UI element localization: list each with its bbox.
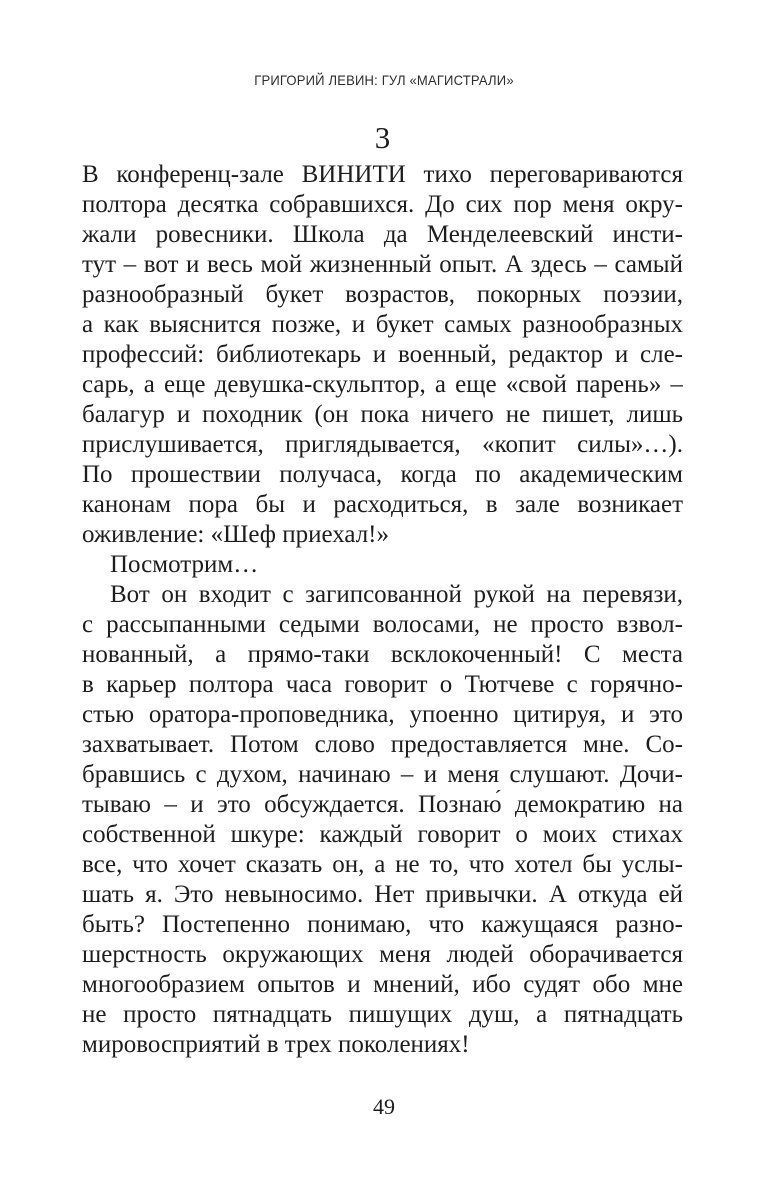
text-line: полтора десятка собравшихся. До сих пор меня окру- bbox=[82, 191, 683, 218]
body-text bbox=[82, 160, 683, 1060]
text-line: в карьер полтора часа говорит о Тютчеве с горячно- bbox=[82, 671, 683, 698]
text-line: не просто пятнадцать пишущих душ, а пятнадцать bbox=[82, 1001, 683, 1028]
text-line: сарь, а еще девушка-скульптор, а еще «свой парень» – bbox=[82, 371, 683, 398]
text-line: разнообразный букет возрастов, покорных поэзии, bbox=[82, 281, 683, 308]
text-line: Вот он входит с загипсованной рукой на перевязи, bbox=[110, 581, 683, 608]
text-line: канонам пора бы и расходиться, в зале возникает bbox=[82, 491, 683, 518]
text-line: оживление: «Шеф приехал!» bbox=[82, 521, 390, 548]
text-line: профессий: библиотекарь и военный, редактор и сле- bbox=[82, 341, 683, 368]
text-line: По прошествии получаса, когда по академическим bbox=[82, 461, 683, 488]
page-number: 49 bbox=[373, 1094, 395, 1119]
text-line: бравшись с духом, начинаю – и меня слушают. Дочи- bbox=[82, 761, 683, 788]
text-line: шать я. Это невыносимо. Нет привычки. А откуда ей bbox=[82, 881, 683, 908]
text-line: быть? Постепенно понимаю, что кажущаяся разно- bbox=[82, 911, 683, 938]
text-line: тут – вот и весь мой жизненный опыт. А здесь – самый bbox=[82, 251, 683, 278]
text-line: жали ровесники. Школа да Менделеевский инсти- bbox=[82, 221, 683, 248]
text-line: с рассыпанными седыми волосами, не просто взвол- bbox=[82, 611, 683, 638]
running-head: ГРИГОРИЙ ЛЕВИН: ГУЛ «МАГИСТРАЛИ» bbox=[254, 72, 514, 88]
text-line: прислушивается, приглядывается, «копит силы»…). bbox=[82, 431, 683, 458]
text-line: шерстность окружающих меня людей оборачивается bbox=[82, 941, 683, 968]
text-line: мировосприятий в трех поколениях! bbox=[82, 1031, 470, 1058]
chapter-number: 3 bbox=[374, 120, 391, 155]
text-line: многообразием опытов и мнений, ибо судят обо мне bbox=[82, 971, 683, 998]
text-line: захватывает. Потом слово предоставляется мне. Со- bbox=[82, 731, 683, 758]
text-line: стью оратора-проповедника, упоенно цитируя, и это bbox=[82, 701, 683, 728]
text-line: а как выяснится позже, и букет самых разнообразных bbox=[82, 311, 683, 338]
text-line: тываю – и это обсуждается. Познаю́ демократию на bbox=[82, 791, 683, 818]
text-line: Посмотрим… bbox=[110, 551, 259, 578]
text-line: все, что хочет сказать он, а не то, что хотел бы услы- bbox=[82, 851, 683, 878]
text-line: В конференц-зале ВИНИТИ тихо переговариваются bbox=[82, 161, 683, 188]
text-line: собственной шкуре: каждый говорит о моих стихах bbox=[82, 821, 683, 848]
text-line: нованный, а прямо-таки всклокоченный! С места bbox=[82, 641, 683, 668]
text-line: балагур и походник (он пока ничего не пишет, лишь bbox=[82, 401, 683, 428]
